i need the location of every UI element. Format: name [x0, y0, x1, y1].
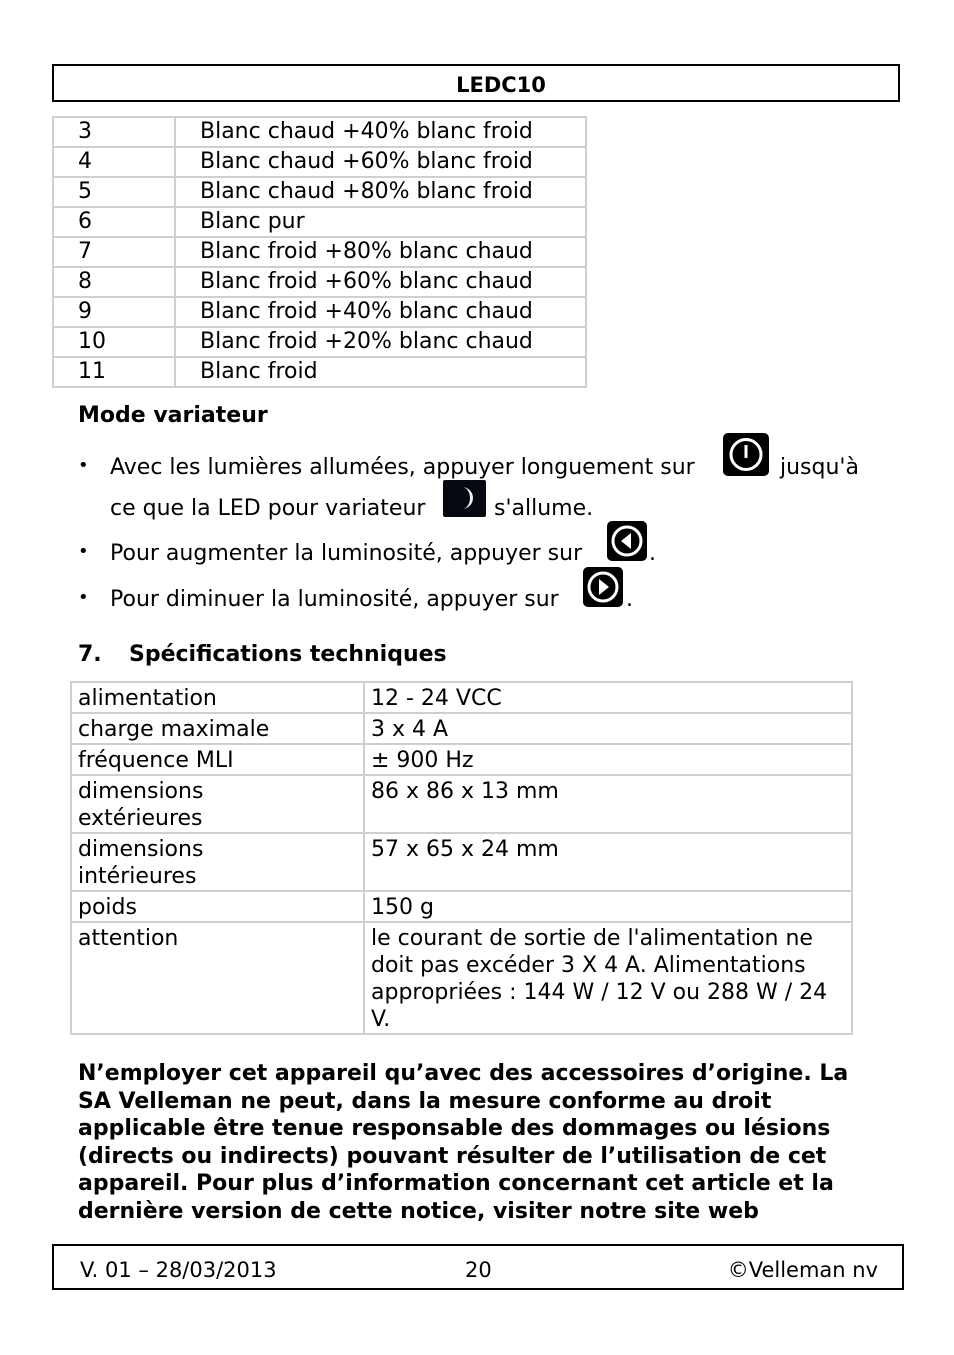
mode-number: 3 [53, 117, 175, 147]
copyright: ©Velleman nv [727, 1258, 878, 1282]
page-number: 20 [465, 1258, 492, 1282]
disclaimer-notice: N’employer cet appareil qu’avec des accessoires d’origine. La SA Velleman ne peut, dans la mesure conforme au droit applicable être tenue responsable des dommages ou lésions (directs ou indirects) pouvant résulter de l’utilisation de cet appareil. Pour plus d’information concernant cet article et la dernière version de cette notice, visiter notre site web [78, 1061, 849, 1224]
mode-description: Blanc froid +40% blanc chaud [175, 297, 586, 327]
spec-key: attention [71, 922, 364, 1034]
bullet-text: Pour diminuer la luminosité, appuyer sur [110, 587, 559, 612]
spec-key: dimensions extérieures [71, 775, 364, 833]
bullet-dot: • [78, 587, 89, 608]
mode-number: 9 [53, 297, 175, 327]
table-row [53, 357, 586, 387]
table-row [53, 207, 586, 237]
table-row [53, 327, 586, 357]
dimmer-mode-title: Mode variateur [78, 403, 268, 428]
mode-description: Blanc chaud +80% blanc froid [175, 177, 586, 207]
specifications-table [70, 681, 853, 1035]
mode-description: Blanc froid +20% blanc chaud [175, 327, 586, 357]
table-row [53, 147, 586, 177]
mode-description: Blanc chaud +60% blanc froid [175, 147, 586, 177]
spec-value: 3 x 4 A [364, 713, 852, 744]
mode-number: 8 [53, 267, 175, 297]
mode-description: Blanc froid [175, 357, 586, 387]
table-row [71, 775, 852, 833]
table-row [71, 713, 852, 744]
table-row [71, 891, 852, 922]
spec-key: alimentation [71, 682, 364, 713]
spec-value: 150 g [364, 891, 852, 922]
table-row [71, 744, 852, 775]
bullet-text-part: jusqu'à [780, 455, 859, 480]
period-text: . [626, 587, 633, 612]
table-row [53, 237, 586, 267]
table-row [53, 297, 586, 327]
mode-number: 7 [53, 237, 175, 267]
table-row [53, 267, 586, 297]
spec-value: 12 - 24 VCC [364, 682, 852, 713]
left-arrow-button-icon [607, 521, 647, 561]
mode-number: 6 [53, 207, 175, 237]
table-row [53, 117, 586, 147]
version-date: V. 01 – 28/03/2013 [80, 1258, 277, 1282]
mode-number: 5 [53, 177, 175, 207]
mode-description: Blanc froid +80% blanc chaud [175, 237, 586, 267]
spec-key: dimensions intérieures [71, 833, 364, 891]
model-title: LEDC10 [456, 73, 546, 97]
bullet-text: Pour augmenter la luminosité, appuyer sur [110, 541, 583, 566]
right-arrow-button-icon [583, 567, 623, 607]
bullet-text-part: Avec les lumières allumées, appuyer longuement sur [110, 455, 695, 480]
color-mode-table [52, 116, 587, 388]
spec-value: 57 x 65 x 24 mm [364, 833, 852, 891]
bullet-text-part: ce que la LED pour variateur [110, 496, 426, 521]
bullet-dot: • [78, 541, 89, 562]
page-footer [52, 1244, 904, 1290]
spec-value: ± 900 Hz [364, 744, 852, 775]
specs-title: Spécifications techniques [129, 642, 447, 667]
bullet-dot: • [78, 455, 89, 476]
mode-number: 4 [53, 147, 175, 177]
table-row [71, 682, 852, 713]
table-row [71, 833, 852, 891]
page-header [52, 64, 900, 102]
table-row [71, 922, 852, 1034]
mode-number: 11 [53, 357, 175, 387]
spec-key: poids [71, 891, 364, 922]
bullet-text-part: s'allume. [494, 496, 594, 521]
mode-description: Blanc chaud +40% blanc froid [175, 117, 586, 147]
period-text: . [649, 541, 656, 566]
mode-description: Blanc froid +60% blanc chaud [175, 267, 586, 297]
spec-value: 86 x 86 x 13 mm [364, 775, 852, 833]
mode-description: Blanc pur [175, 207, 586, 237]
spec-value: le courant de sortie de l'alimentation ne doit pas excéder 3 X 4 A. Alimentations appropriées : 144 W / 12 V ou 288 W / 24 V. [364, 922, 852, 1034]
table-row [53, 177, 586, 207]
spec-key: fréquence MLI [71, 744, 364, 775]
spec-key: charge maximale [71, 713, 364, 744]
section-number: 7. [78, 642, 102, 667]
power-icon [723, 433, 769, 476]
moon-led-icon [443, 480, 486, 517]
bullet-text [110, 455, 695, 480]
mode-number: 10 [53, 327, 175, 357]
